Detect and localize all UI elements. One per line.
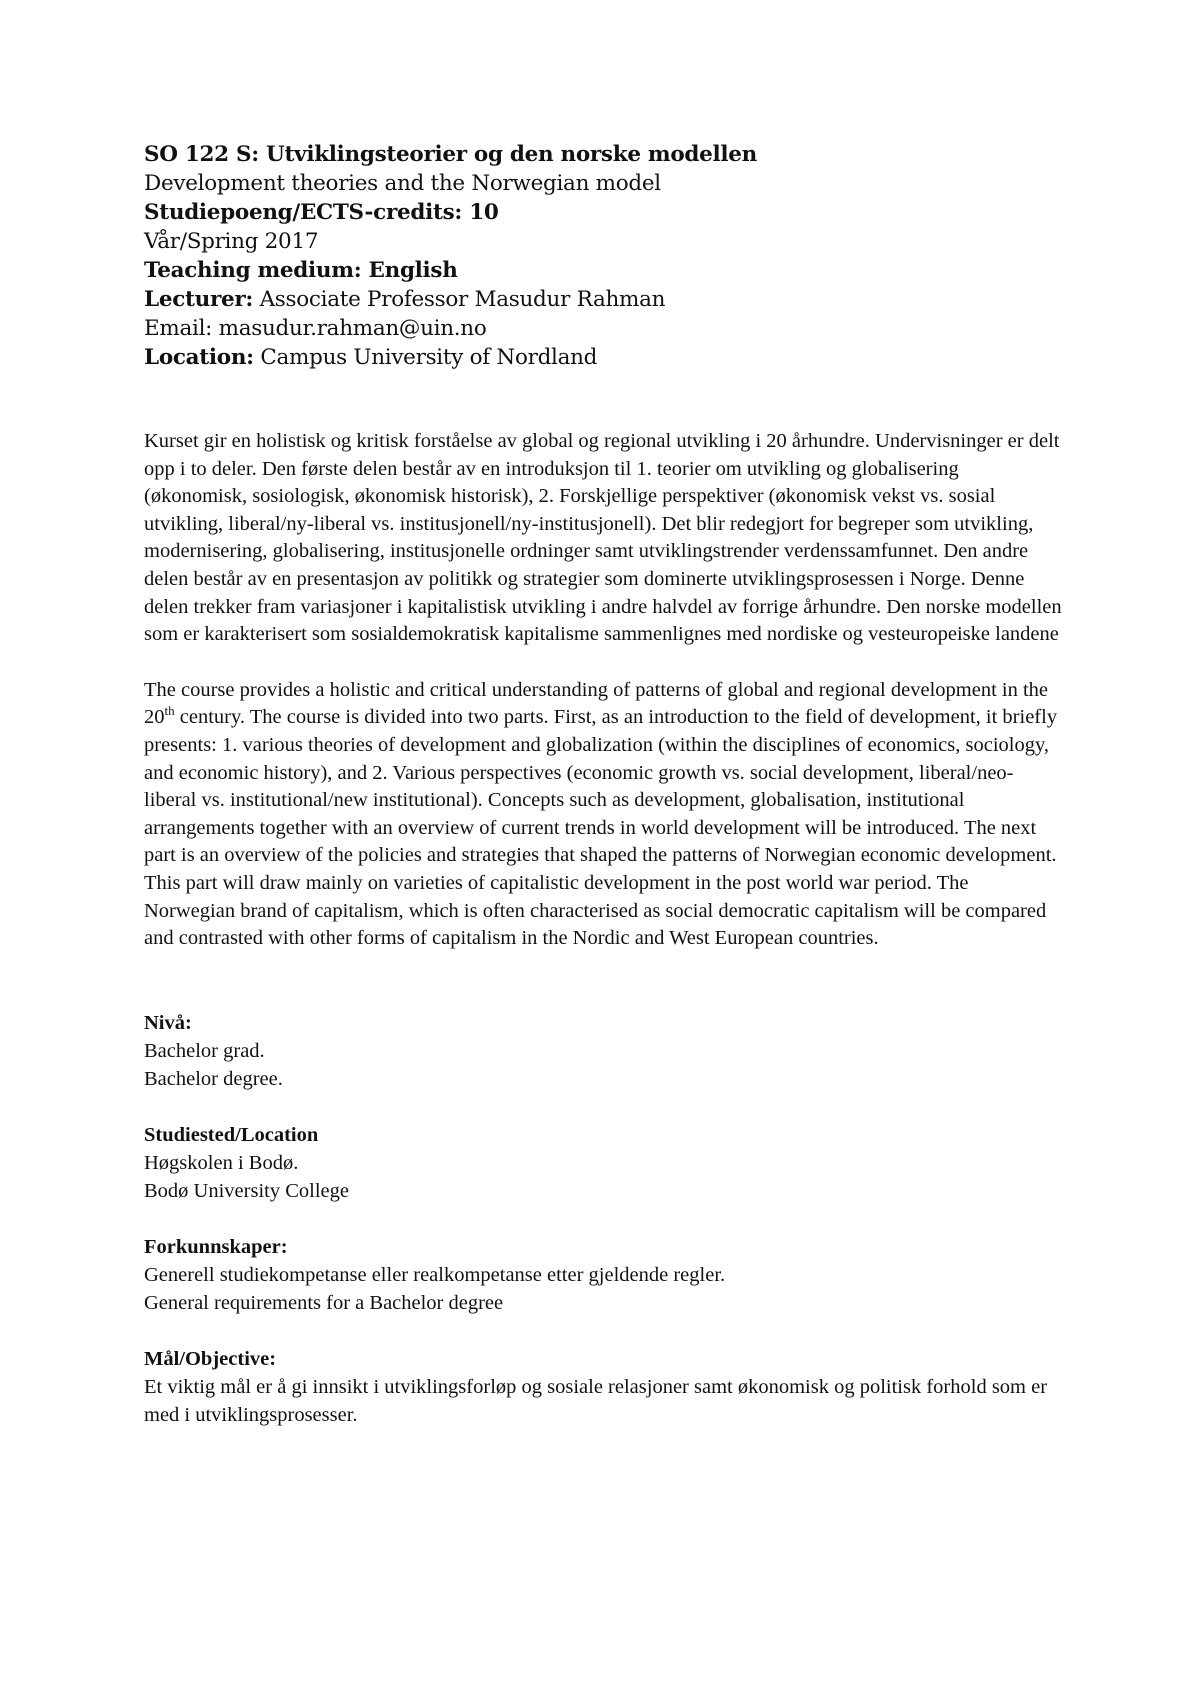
description-en-sup: th	[164, 703, 175, 719]
semester: Vår/Spring 2017	[144, 229, 319, 254]
teaching-medium-value: English	[368, 258, 458, 283]
section-location-heading: Studiested/Location	[144, 1123, 319, 1146]
course-header	[144, 140, 1064, 372]
location-label: Location:	[144, 345, 254, 370]
section-prerequisites-line2: General requirements for a Bachelor degree	[144, 1291, 504, 1314]
section-prerequisites-heading: Forkunnskaper:	[144, 1235, 288, 1258]
section-level-line1: Bachelor grad.	[144, 1039, 265, 1062]
location-line	[144, 343, 1064, 372]
section-objective-heading: Mål/Objective:	[144, 1347, 277, 1370]
teaching-medium-label: Teaching medium:	[144, 258, 362, 283]
teaching-medium-line	[144, 258, 458, 283]
course-title: SO 122 S: Utviklingsteorier og den norske modellen	[144, 142, 757, 167]
section-prerequisites	[144, 1233, 1064, 1317]
location-value: Campus University of Nordland	[260, 345, 598, 370]
email-value: masudur.rahman@uin.no	[218, 316, 487, 341]
section-level-heading: Nivå:	[144, 1011, 192, 1034]
course-title-en: Development theories and the Norwegian model	[144, 171, 661, 196]
section-location-line2: Bodø University College	[144, 1179, 349, 1202]
credits-label: Studiepoeng/ECTS-credits:	[144, 200, 463, 225]
section-objective-line1: Et viktig mål er å gi innsikt i utviklingsforløp og sosiale relasjoner samt økonomisk og politisk forhold som er med i utviklingsprosesser.	[144, 1375, 1048, 1426]
section-level	[144, 1009, 1064, 1093]
credits-value: 10	[469, 200, 499, 225]
description-norwegian: Kurset gir en holistisk og kritisk forståelse av global og regional utvikling i 20 århundre. Undervisninger er delt opp i to deler. Den første delen består av en introduksjon til 1. teorier om utvikling og globalisering (økonomisk, sosiologisk, økonomisk historisk), 2. Forskjellige perspektiver (økonomisk vekst vs. sosial utvikling, liberal/ny-liberal vs. institusjonell/ny-institusjonell). Det blir redegjort for begreper som utvikling, modernisering, globalisering, institusjonelle ordninger samt utviklingstrender verdenssamfunnet. Den andre delen består av en presentasjon av politikk og strategier som dominerte utviklingsprosessen i Norge. Denne delen trekker fram variasjoner i kapitalistisk utvikling i andre halvdel av forrige århundre. Den norske modellen som er karakterisert som sosialdemokratisk kapitalisme sammenlignes med nordiske og vesteuropeiske landene	[144, 430, 1062, 646]
description-en-part1: The course provides a holistic and critical understanding of patterns of global and regional development in the 20	[144, 678, 1049, 729]
section-prerequisites-line1: Generell studiekompetanse eller realkompetanse etter gjeldende regler.	[144, 1263, 726, 1286]
lecturer-line	[144, 285, 1064, 314]
email-label: Email:	[144, 316, 213, 341]
section-level-line2: Bachelor degree.	[144, 1067, 283, 1090]
lecturer-value: Associate Professor Masudur Rahman	[259, 287, 666, 312]
description-en-part2: century. The course is divided into two parts. First, as an introduction to the field of development, it briefly presents: 1. various theories of development and globalization (within the disciplines of economics, sociology, and economic history), and 2. Various perspectives (economic growth vs. social development, liberal/neo-liberal vs. institutional/new institutional). Concepts such as development, globalisation, institutional arrangements together with an overview of current trends in world development will be introduced. The next part is an overview of the policies and strategies that shaped the patterns of Norwegian economic development. This part will draw mainly on varieties of capitalistic development in the post world war period. The Norwegian brand of capitalism, which is often characterised as social democratic capitalism will be compared and contrasted with other forms of capitalism in the Nordic and West European countries.	[144, 706, 1058, 950]
description-english	[144, 677, 1064, 953]
section-objective	[144, 1345, 1064, 1429]
section-location-line1: Høgskolen i Bodø.	[144, 1151, 299, 1174]
document-page	[144, 140, 1064, 1429]
section-location	[144, 1121, 1064, 1205]
email-line	[144, 314, 1064, 343]
lecturer-label: Lecturer:	[144, 287, 254, 312]
credits-line	[144, 200, 499, 225]
